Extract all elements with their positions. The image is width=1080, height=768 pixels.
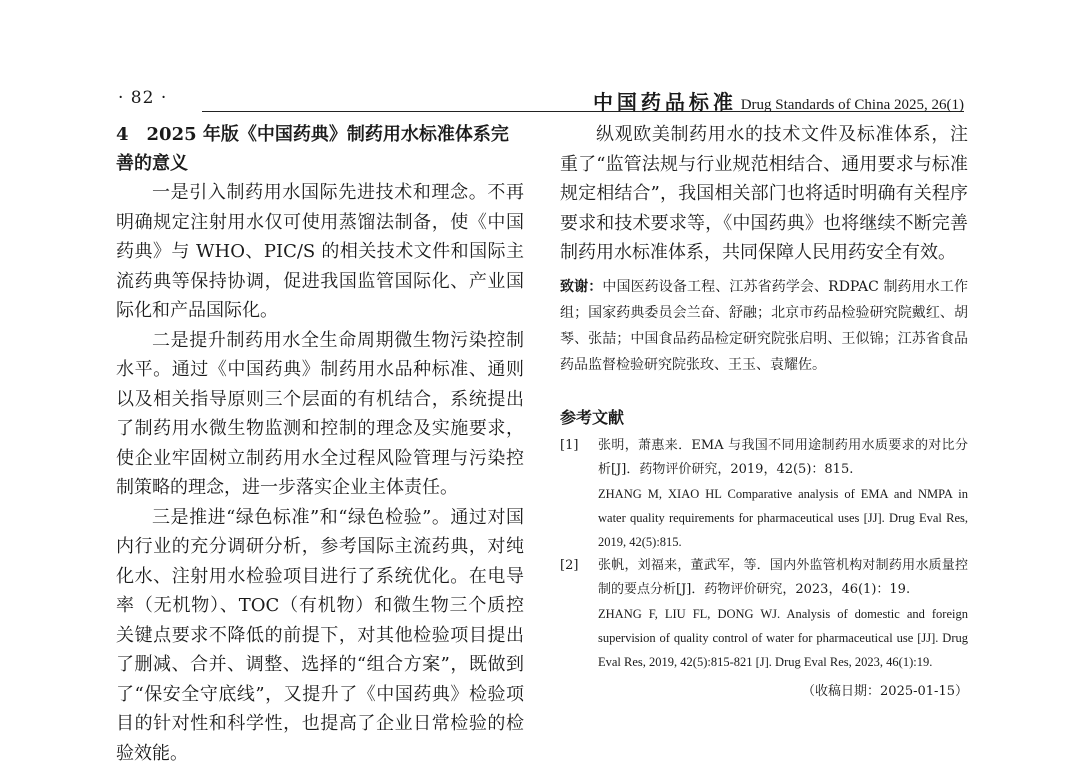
journal-title-en: Drug Standards of China 2025, 26(1) (737, 97, 964, 113)
page-number: · 82 · (118, 88, 167, 108)
reference-item (560, 554, 968, 674)
section-title: 4 2025 年版《中国药典》制药用水标准体系完善的意义 (116, 120, 524, 178)
acknowledgements (560, 274, 968, 378)
journal-title (593, 86, 964, 115)
received-date: （收稿日期：2025-01-15） (560, 680, 968, 704)
reference-cn: 张帆，刘福来，董武军，等．国内外监管机构对制药用水质量控制的要点分析[J]．药物评价研究，2023，46(1)：19. (598, 554, 968, 602)
reference-number: [2] (560, 554, 578, 578)
conclusion-paragraph: 纵观欧美制药用水的技术文件及标准体系，注重了“监管法规与行业规范相结合、通用要求与标准规定相结合”，我国相关部门也将适时明确有关程序要求和技术要求等，《中国药典》也将继续不断完善制药用水标准体系，共同保障人民用药安全有效。 (560, 120, 968, 268)
right-column (560, 120, 968, 704)
acknowledgements-text: 中国医药设备工程、江苏省药学会、RDPAC 制药用水工作组；国家药典委员会兰奋、舒融；北京市药品检验研究院戴红、胡琴、张喆；中国食品药品检定研究院张启明、王似锦；江苏省食品药品监督检验研究院张玫、王玉、袁耀佐。 (560, 279, 968, 373)
reference-number: [1] (560, 434, 578, 458)
reference-en: ZHANG F, LIU FL, DONG WJ. Analysis of domestic and foreign supervision of quality control of water for pharmaceutical use [JJ]. Drug Eval Res, 2019, 42(5):815-821 [J]. Drug Eval Res, 2023, 46(1):19. (598, 602, 968, 674)
body-paragraph: 三是推进“绿色标准”和“绿色检验”。通过对国内行业的充分调研分析，参考国际主流药典，对纯化水、注射用水检验项目进行了系统优化。在电导率（无机物）、TOC（有机物）和微生物三个质控关键点要求不降低的前提下，对其他检验项目提出了删减、合并、调整、选择的“组合方案”，既做到了“保安全守底线”，又提升了《中国药典》检验项目的针对性和科学性，也提高了企业日常检验的检验效能。 (116, 503, 524, 768)
reference-item (560, 434, 968, 554)
reference-cn: 张明，萧惠来．EMA 与我国不同用途制药用水质要求的对比分析[J]．药物评价研究，2019，42(5)：815. (598, 434, 968, 482)
body-paragraph: 一是引入制药用水国际先进技术和理念。不再明确规定注射用水仅可使用蒸馏法制备，使《中国药典》与 WHO、PIC/S 的相关技术文件和国际主流药典等保持协调，促进我国监管国际化、产业国际化和产品国际化。 (116, 178, 524, 326)
reference-en: ZHANG M, XIAO HL Comparative analysis of EMA and NMPA in water quality requirements for pharmaceutical uses [JJ]. Drug Eval Res, 2019, 42(5):815. (598, 482, 968, 554)
left-column (116, 120, 524, 768)
page-header (118, 88, 964, 114)
references-heading: 参考文献 (560, 406, 968, 430)
body-paragraph: 二是提升制药用水全生命周期微生物污染控制水平。通过《中国药典》制药用水品种标准、通则以及相关指导原则三个层面的有机结合，系统提出了制药用水微生物监测和控制的理念及实施要求，使企业牢固树立制药用水全过程风险管理与污染控制策略的理念，进一步落实企业主体责任。 (116, 326, 524, 503)
journal-title-cn: 中国药品标准 (593, 90, 737, 114)
acknowledgements-label: 致谢： (560, 279, 602, 295)
